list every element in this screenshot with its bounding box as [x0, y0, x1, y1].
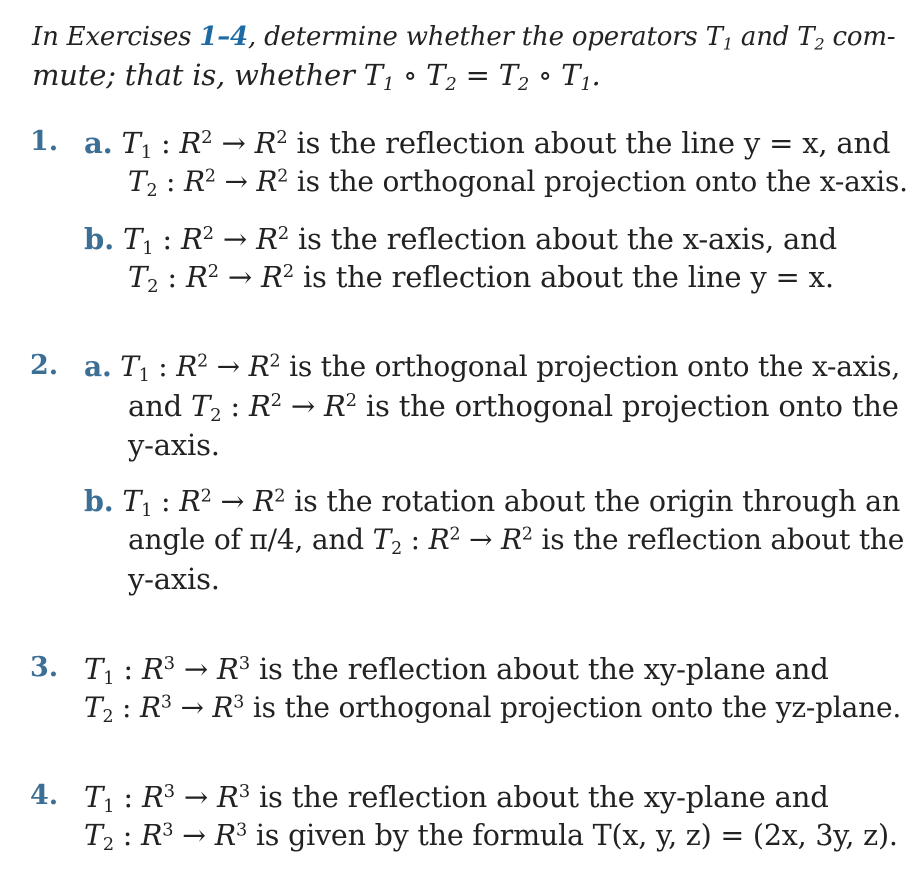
part-label: a.	[84, 350, 112, 383]
exercise-text: is the orthogonal projection onto the x-axis.	[296, 165, 908, 198]
composition-left: $T_1$ ∘ $T_2$	[363, 58, 457, 96]
exercise-4-line-1: $T_1$ : $R^3 \to R^3$ is the reflection about the xy-plane and	[84, 780, 829, 818]
composition-right: $T_2$ ∘ $T_1$	[498, 58, 592, 96]
exercise-text: is the reflection about the xy-plane and	[258, 652, 829, 686]
intro-text: In Exercises	[32, 22, 200, 52]
exercise-text: is the reflection about the xy-plane and	[258, 780, 829, 814]
exercise-text: is given by the formula T(x, y, z) = (2x, 3y, z).	[255, 819, 898, 852]
intro-text: and	[732, 22, 798, 52]
exercise-2a-line-3	[128, 426, 220, 464]
operator-t1: $T_1$	[705, 22, 733, 54]
exercise-number: 1.	[30, 126, 59, 157]
exercise-1a-line-1: a. $T_1$ : $R^2 \to R^2$ is the reflection about the line y = x, and	[84, 126, 891, 164]
intro-line-1	[32, 18, 895, 56]
exercise-3-line-2: $T_2$ : $R^3 \to R^3$ is the orthogonal projection onto the yz-plane.	[84, 691, 902, 727]
exercise-2b-line-3	[128, 560, 220, 598]
exercise-text: is the reflection about the line y = x, and	[296, 126, 891, 160]
exercise-text: is the orthogonal projection onto the x-axis,	[289, 350, 901, 383]
exercise-2a-line-2: and $T_2$ : $R^2 \to R^2$ is the orthogonal projection onto the	[128, 389, 899, 427]
exercise-text: is the reflection about the line y = x.	[302, 260, 834, 294]
exercise-2b-line-1: b. $T_1$ : $R^2 \to R^2$ is the rotation about the origin through an	[84, 484, 901, 521]
intro-text: , determine whether the operators	[247, 22, 706, 52]
part-label: b.	[84, 222, 114, 256]
exercise-2b-line-2: angle of π/4, and $T_2$ : $R^2 \to R^2$ is the reflection about the	[128, 523, 905, 559]
exercise-1a-line-2: $T_2$ : $R^2 \to R^2$ is the orthogonal projection onto the x-axis.	[128, 165, 908, 201]
exercise-number: 2.	[30, 350, 59, 381]
exercise-text: is the reflection about the x-axis, and	[297, 222, 837, 256]
operator-t2: $T_2$	[797, 22, 825, 54]
intro-text: mute; that is, whether	[32, 58, 364, 92]
exercise-text: y-axis.	[128, 562, 220, 596]
exercise-text: is the orthogonal projection onto the	[365, 389, 899, 423]
exercise-range-link[interactable]: 1–4	[199, 22, 248, 52]
exercise-text: y-axis.	[128, 428, 220, 462]
exercise-text: is the reflection about the	[541, 523, 905, 556]
exercise-2a-line-1: a. $T_1$ : $R^2 \to R^2$ is the orthogonal projection onto the x-axis,	[84, 350, 901, 386]
exercise-1b-line-1: b. $T_1$ : $R^2 \to R^2$ is the reflection about the x-axis, and	[84, 222, 837, 260]
intro-line-2: mute; that is, whether $T_1$ ∘ $T_2 = T_2$ ∘ $T_1$.	[32, 58, 601, 96]
exercise-1b-line-2: $T_2$ : $R^2 \to R^2$ is the reflection about the line y = x.	[128, 260, 834, 298]
exercise-3-line-1: $T_1$ : $R^3 \to R^3$ is the reflection about the xy-plane and	[84, 652, 829, 690]
part-label: a.	[84, 126, 113, 160]
exercise-4-line-2: $T_2$ : $R^3 \to R^3$ is given by the formula T(x, y, z) = (2x, 3y, z).	[84, 819, 898, 855]
exercise-number: 3.	[30, 652, 59, 683]
exercise-text: is the rotation about the origin through an	[294, 485, 901, 518]
part-label: b.	[84, 484, 114, 518]
intro-text: com-	[824, 22, 896, 52]
exercise-number: 4.	[30, 780, 59, 811]
exercise-text: is the orthogonal projection onto the yz-plane.	[252, 691, 902, 724]
